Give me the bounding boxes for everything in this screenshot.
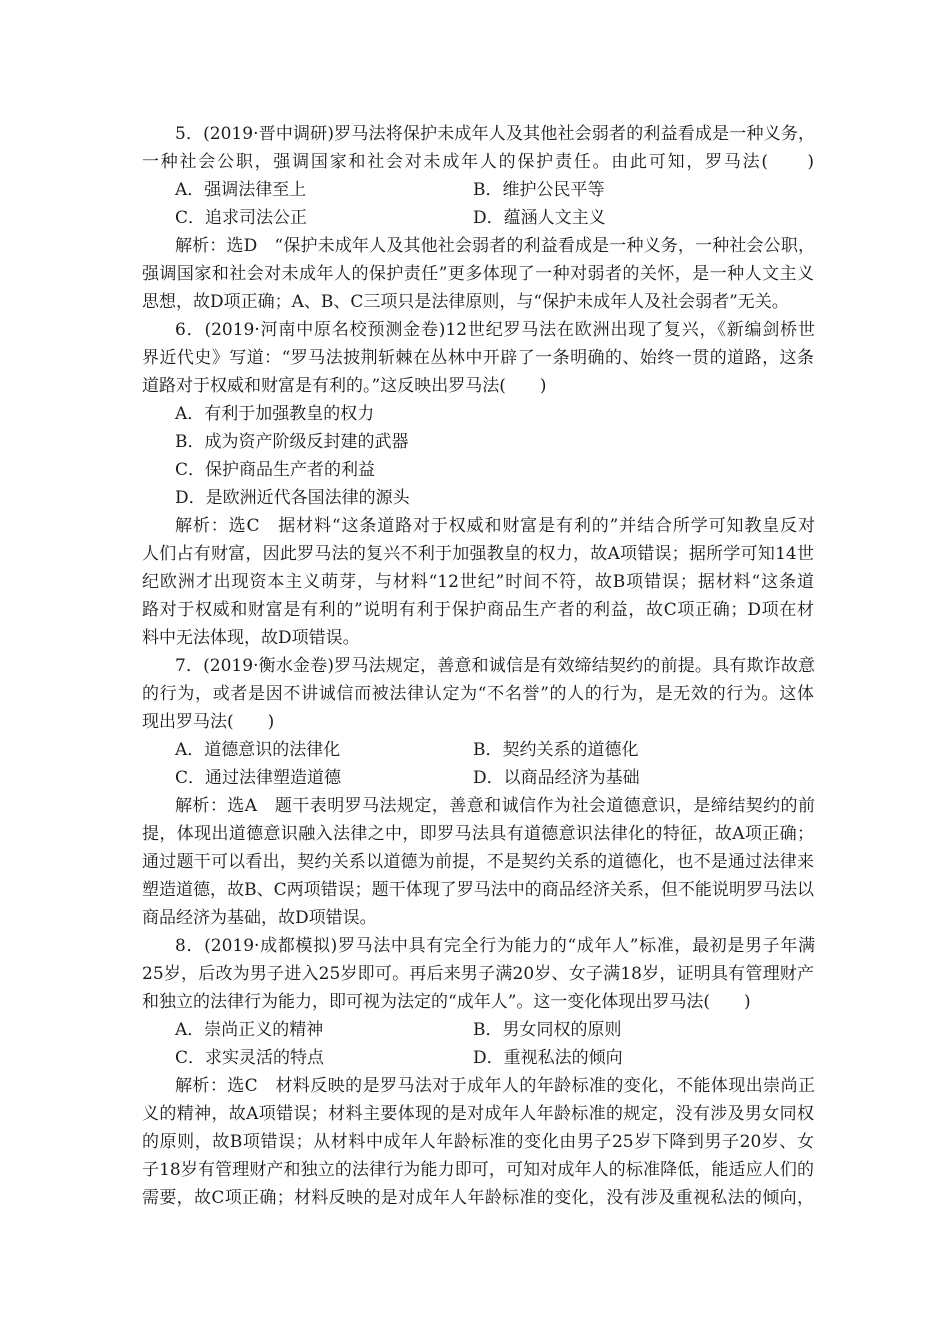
q7-analysis-line-4: 塑造道德，故B、C两项错误；题干体现了罗马法中的商品经济关系，但不能说明罗马法以 [142, 880, 814, 900]
q8-option-c: C．求实灵活的特点 [175, 1048, 325, 1068]
q5-option-c: C．追求司法公正 [175, 208, 308, 228]
q7-analysis-line-3: 通过题干可以看出，契约关系以道德为前提，不是契约关系的道德化，也不是通过法律来 [142, 852, 814, 872]
q8-analysis-line-3: 的原则，故B项错误；从材料中成年人年龄标准的变化由男子25岁下降到男子20岁、女 [142, 1132, 814, 1152]
q5-option-a: A．强调法律至上 [175, 180, 307, 200]
q8-option-b: B．男女同权的原则 [473, 1020, 622, 1040]
q7-option-a: A．道德意识的法律化 [175, 740, 341, 760]
q6-analysis-line-4: 路对于权威和财富是有利的”说明有利于保护商品生产者的利益，故C项正确；D项在材 [142, 600, 814, 620]
q7-stem-line-1: 7．(2019·衡水金卷)罗马法规定，善意和诚信是有效缔结契约的前提。具有欺诈故意 [175, 656, 815, 676]
q5-stem-line-1: 5．(2019·晋中调研)罗马法将保护未成年人及其他社会弱者的利益看成是一种义务， [175, 124, 815, 144]
q5-analysis-line-3: 思想，故D项正确；A、B、C三项只是法律原则，与“保护未成年人及社会弱者”无关。 [142, 292, 789, 312]
q8-option-a: A．崇尚正义的精神 [175, 1020, 324, 1040]
q7-option-d: D．以商品经济为基础 [473, 768, 640, 788]
q8-analysis-line-1: 解析：选C 材料反映的是罗马法对于成年人的年龄标准的变化，不能体现出崇尚正 [175, 1076, 815, 1096]
q8-stem-line-3: 和独立的法律行为能力，即可视为法定的“成年人”。这一变化体现出罗马法( ) [142, 992, 751, 1012]
q6-option-b: B．成为资产阶级反封建的武器 [175, 432, 409, 452]
q8-analysis-line-4: 子18岁有管理财产和独立的法律行为能力即可，可知对成年人的标准降低，能适应人们的 [142, 1160, 814, 1180]
q6-stem-line-1: 6．(2019·河南中原名校预测金卷)12世纪罗马法在欧洲出现了复兴，《新编剑桥世 [175, 320, 815, 340]
q6-analysis-line-5: 料中无法体现，故D项错误。 [142, 628, 360, 648]
q6-option-a: A．有利于加强教皇的权力 [175, 404, 375, 424]
q7-stem-line-3: 现出罗马法( ) [142, 712, 275, 732]
q6-stem-line-2: 界近代史》写道：“罗马法披荆斩棘在丛林中开辟了一条明确的、始终一贯的道路，这条 [142, 348, 814, 368]
q5-option-d: D．蕴涵人文主义 [473, 208, 606, 228]
q6-option-c: C．保护商品生产者的利益 [175, 460, 376, 480]
q8-analysis-line-5: 需要，故C项正确；材料反映的是对成年人年龄标准的变化，没有涉及重视私法的倾向， [142, 1188, 814, 1208]
q5-analysis-line-1: 解析：选D “保护未成年人及其他社会弱者的利益看成是一种义务，一种社会公职， [175, 236, 815, 256]
q6-analysis-line-1: 解析：选C 据材料“这条道路对于权威和财富是有利的”并结合所学可知教皇反对 [175, 516, 815, 536]
q7-option-b: B．契约关系的道德化 [473, 740, 639, 760]
q8-stem-line-1: 8．(2019·成都模拟)罗马法中具有完全行为能力的“成年人”标准，最初是男子年满 [175, 936, 815, 956]
q7-stem-line-2: 的行为，或者是因不讲诚信而被法律认定为“不名誉”的人的行为，是无效的行为。这体 [142, 684, 814, 704]
q6-stem-line-3: 道路对于权威和财富是有利的。”这反映出罗马法( ) [142, 376, 547, 396]
q7-analysis-line-1: 解析：选A 题干表明罗马法规定，善意和诚信作为社会道德意识，是缔结契约的前 [175, 796, 815, 816]
q7-option-c: C．通过法律塑造道德 [175, 768, 342, 788]
q8-stem-line-2: 25岁，后改为男子进入25岁即可。再后来男子满20岁、女子满18岁，证明具有管理财产 [142, 964, 814, 984]
q6-analysis-line-2: 人们占有财富，因此罗马法的复兴不利于加强教皇的权力，故A项错误；据所学可知14世 [142, 544, 814, 564]
q6-option-d: D．是欧洲近代各国法律的源头 [175, 488, 410, 508]
q7-analysis-line-2: 提，体现出道德意识融入法律之中，即罗马法具有道德意识法律化的特征，故A项正确； [142, 824, 814, 844]
q5-stem-line-2: 一种社会公职，强调国家和社会对未成年人的保护责任。由此可知，罗马法( ) [142, 152, 814, 172]
q8-option-d: D．重视私法的倾向 [473, 1048, 623, 1068]
q8-analysis-line-2: 义的精神，故A项错误；材料主要体现的是对成年人年龄标准的规定，没有涉及男女同权 [142, 1104, 814, 1124]
q6-analysis-line-3: 纪欧洲才出现资本主义萌芽，与材料“12世纪”时间不符，故B项错误；据材料“这条道 [142, 572, 814, 592]
q7-analysis-line-5: 商品经济为基础，故D项错误。 [142, 908, 377, 928]
q5-option-b: B．维护公民平等 [473, 180, 605, 200]
q5-analysis-line-2: 强调国家和社会对未成年人的保护责任”更多体现了一种对弱者的关怀，是一种人文主义 [142, 264, 814, 284]
